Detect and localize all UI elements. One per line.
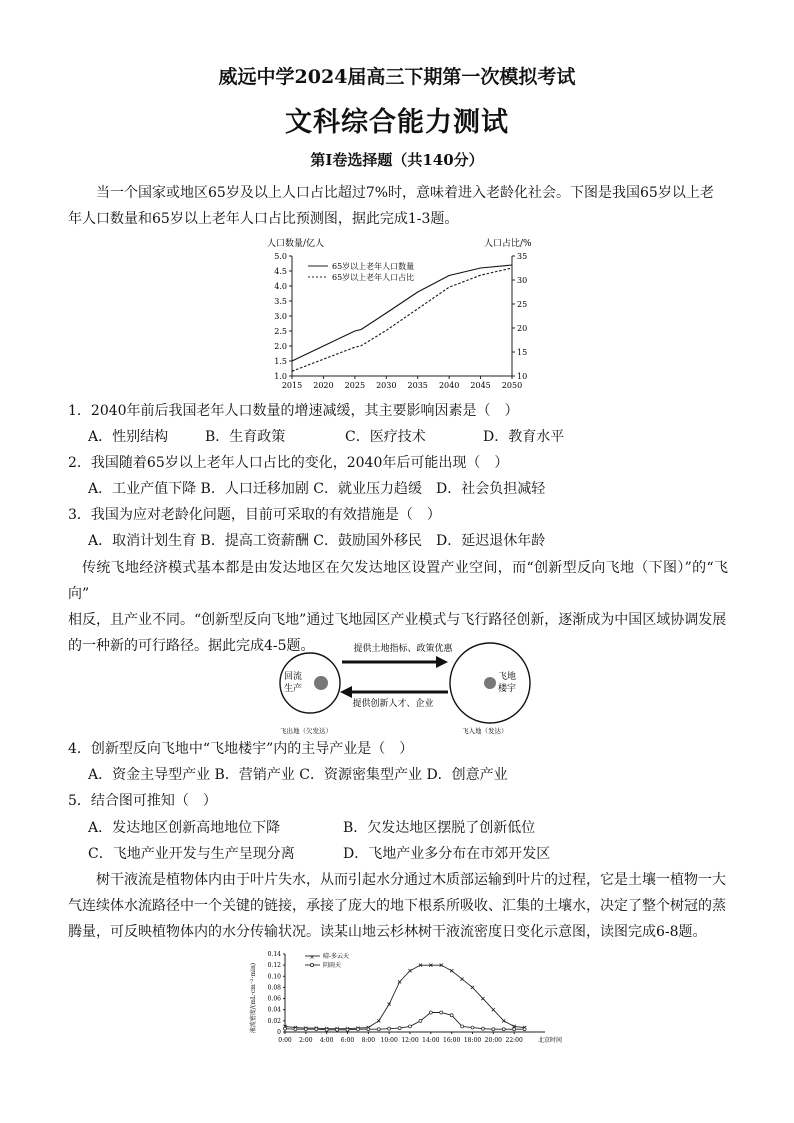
x-axis-tick-label: 6:00 (340, 1037, 355, 1044)
x-axis-label: 北京时间 (537, 1037, 563, 1044)
legend-item-count: 65岁以上老年人口数量 (332, 262, 415, 271)
x-axis-tick-label: 16:00 (443, 1037, 461, 1044)
arrow-top-label: 提供土地指标、政策优惠 (353, 644, 453, 654)
x-axis-tick-label: 2050 (501, 381, 523, 390)
destination-label-line-2: 楼宇 (498, 684, 517, 694)
x-axis-tick-label: 8:00 (361, 1037, 376, 1044)
x-axis-tick-label: 20:00 (484, 1037, 502, 1044)
y-axis-tick-label: 0 (277, 1029, 281, 1036)
x-axis-tick-label: 2:00 (299, 1037, 313, 1044)
rainy-point (367, 1028, 370, 1031)
y-axis-tick-label: 0.08 (267, 984, 281, 992)
sunny-point (398, 980, 401, 983)
right-axis-tick-label: 30 (517, 276, 528, 285)
x-axis-tick-label: 0:00 (278, 1037, 292, 1044)
legend-sunny-label: 晴-多云天 (323, 953, 350, 960)
intro-2-line-3: 的一种新的可行路径。据此完成4-5题。 (68, 638, 315, 654)
school-exam-title: 威远中学2024届高三下期第一次模拟考试 (218, 66, 576, 88)
sunny-point (502, 1019, 505, 1022)
x-axis-tick-label: 2030 (376, 381, 397, 390)
arrow-head-left (340, 686, 352, 698)
question-2-stem: 2．我国随着65岁以上老年人口占比的变化，2040年后可能出现（ ） (68, 455, 509, 471)
question-3-stem: 3．我国为应对老龄化问题，目前可采取的有效措施是（ ） (68, 507, 441, 523)
left-axis-tick-label: 3.5 (274, 297, 287, 306)
rainy-point (356, 1028, 359, 1031)
series-line-rainy (285, 1013, 525, 1030)
right-axis-tick-label: 35 (517, 252, 528, 261)
section-title: 第Ⅰ卷选择题（共140分） (310, 151, 484, 169)
intro-1-line-1: 当一个国家或地区65岁及以上人口占比超过7%时，意味着进入老龄化社会。下图是我国65岁以上老 (96, 185, 714, 201)
y-axis-tick-label: 0.04 (267, 1006, 281, 1014)
x-axis-tick-label: 10:00 (380, 1037, 398, 1044)
intro-3-line-2: 气连续体水流路径中一个关键的链接，承接了庞大的地下根系所吸收、汇集的土壤水，决定了整个树冠的蒸 (68, 898, 726, 914)
x-axis-tick-label: 4:00 (319, 1037, 334, 1044)
rainy-point (471, 1026, 474, 1029)
right-axis-tick-label: 15 (517, 348, 528, 357)
question-4-options: A．资金主导型产业 B．营销产业 C．资源密集型产业 D．创意产业 (88, 767, 508, 783)
question-5-stem: 5．结合图可推知（ ） (68, 793, 217, 809)
x-axis-tick-label: 2040 (438, 381, 460, 390)
question-1-option-b: B．生育政策 (205, 429, 286, 445)
intro-1 (68, 180, 728, 232)
series-line-sunny (285, 965, 525, 1029)
left-axis-tick-label: 3.0 (274, 312, 287, 321)
rainy-point (492, 1028, 495, 1031)
x-axis-tick-label: 2025 (344, 381, 366, 390)
question-1-option-d: D．教育水平 (483, 429, 565, 445)
rainy-point (419, 1019, 422, 1022)
sunny-point (388, 1003, 391, 1006)
left-axis-tick-label: 1.5 (274, 357, 287, 366)
sunny-point (377, 1019, 380, 1022)
y-axis-tick-label: 0.10 (267, 973, 281, 981)
intro-3 (68, 867, 728, 945)
intro-2-line-2: 相反，且产业不同。“创新型反向飞地”通过飞地园区产业模式与飞行路径创新，逐渐成为中国区域协调发展 (68, 612, 727, 628)
legend-rainy-marker (310, 963, 313, 966)
x-axis-tick-label: 2035 (407, 381, 428, 390)
x-axis-tick-label: 2015 (281, 381, 303, 390)
right-axis-tick-label: 20 (517, 324, 528, 333)
question-2-options: A．工业产值下降 B．人口迁移加剧 C．就业压力趋缓 D．社会负担减轻 (88, 481, 546, 497)
left-axis-label: 人口数量/亿人 (267, 239, 325, 249)
arrow-head-right (436, 656, 448, 668)
rainy-point (346, 1028, 349, 1031)
rainy-point (409, 1025, 412, 1028)
x-axis-tick-label: 22:00 (505, 1037, 523, 1044)
rainy-point (523, 1028, 526, 1031)
destination-caption: 飞入地（发达） (462, 727, 508, 735)
rainy-point (513, 1028, 516, 1031)
left-axis-tick-label: 1.0 (274, 372, 287, 381)
origin-caption: 飞出地（欠发达） (280, 727, 332, 735)
intro-3-line-3: 腾量，可反映植物体内的水分传输状况。读某山地云杉林树干液流密度日变化示意图，读图完成6-8题。 (68, 924, 707, 940)
left-axis-tick-label: 2.5 (274, 327, 287, 336)
right-axis-tick-label: 25 (517, 300, 528, 309)
rainy-point (294, 1028, 297, 1031)
left-axis-tick-label: 4.5 (274, 267, 287, 276)
question-5-option-a: A．发达地区创新高地地位下降 (88, 820, 281, 836)
sunny-point (408, 969, 411, 972)
left-axis-tick-label: 4.0 (274, 282, 287, 291)
rainy-point (388, 1027, 391, 1030)
right-axis-tick-label: 10 (517, 372, 528, 381)
arrow-bottom-label: 提供创新人才、企业 (352, 699, 434, 709)
origin-region-circle (280, 653, 340, 713)
destination-dot (484, 677, 496, 689)
intro-3-line-1: 树干液流是植物体内由于叶片失水，从而引起水分通过木质部运输到叶片的过程，它是土壤一植物一大 (96, 872, 726, 888)
intro-1-line-2: 年人口数量和65岁以上老年人口占比预测图，据此完成1-3题。 (68, 211, 459, 227)
question-3-options: A．取消计划生育 B．提高工资薪酬 C．鼓励国外移民 D．延迟退休年龄 (88, 533, 546, 549)
sunny-point (481, 997, 484, 1000)
rainy-point (440, 1011, 443, 1014)
right-axis-label: 人口占比/% (484, 239, 532, 249)
aging-population-chart (262, 236, 552, 396)
sunny-point (471, 986, 474, 989)
rainy-point (315, 1028, 318, 1031)
rainy-point (481, 1027, 484, 1030)
x-axis-tick-label: 2020 (313, 381, 334, 390)
left-axis-tick-label: 5.0 (274, 252, 287, 261)
y-axis-tick-label: 0.12 (267, 962, 281, 970)
y-axis-label: 液流密度/(mL·cm⁻²·min) (250, 962, 257, 1034)
rainy-point (450, 1014, 453, 1017)
sunny-point (492, 1008, 495, 1011)
question-4-stem: 4．创新型反向飞地中“飞地楼宇”内的主导产业是（ ） (68, 741, 414, 757)
rainy-point (377, 1028, 380, 1031)
x-axis-tick-label: 12:00 (401, 1037, 419, 1044)
rainy-point (461, 1025, 464, 1028)
sunny-point (460, 977, 463, 980)
sap-flow-chart (245, 948, 575, 1048)
question-5-option-d: D．飞地产业多分布在市郊开发区 (343, 846, 551, 862)
legend-item-share: 65岁以上老年人口占比 (332, 273, 415, 282)
intro-2-line-1: 传统飞地经济模式基本都是由发达地区在欠发达地区设置产业空间，而“创新型反向飞地（下图）”的“飞向” (68, 560, 728, 602)
rainy-point (398, 1027, 401, 1030)
rainy-point (304, 1028, 307, 1031)
x-axis-tick-label: 14:00 (422, 1037, 440, 1044)
destination-label-line-1: 飞地 (498, 672, 517, 682)
question-1-option-c: C．医疗技术 (345, 429, 426, 445)
rainy-point (284, 1027, 287, 1030)
origin-label-line-1: 回流 (284, 672, 303, 682)
x-axis-tick-label: 18:00 (463, 1037, 482, 1044)
left-axis-tick-label: 2.0 (274, 342, 287, 351)
question-5-option-c: C．飞地产业开发与生产呈现分离 (88, 846, 295, 862)
question-1-stem: 1．2040年前后我国老年人口数量的增速减缓，其主要影响因素是（ ） (68, 403, 519, 419)
x-axis-tick-label: 2045 (470, 381, 491, 390)
rainy-point (336, 1028, 339, 1031)
reverse-enclave-diagram (268, 636, 538, 738)
origin-dot (314, 676, 328, 690)
question-1-option-a: A．性别结构 (88, 429, 169, 445)
sunny-point (450, 969, 453, 972)
y-axis-tick-label: 0.02 (267, 1017, 281, 1025)
rainy-point (502, 1028, 505, 1031)
exam-title: 文科综合能力测试 (285, 107, 509, 138)
rainy-point (325, 1028, 328, 1031)
y-axis-tick-label: 0.06 (267, 995, 281, 1003)
y-axis-tick-label: 0.14 (267, 951, 281, 958)
legend-sunny-marker: × (309, 954, 315, 961)
legend-rainy-label: 阴雨天 (323, 962, 342, 969)
origin-label-line-2: 生产 (284, 684, 303, 694)
rainy-point (429, 1011, 432, 1014)
question-5-option-b: B．欠发达地区摆脱了创新低位 (343, 820, 536, 836)
series-line-share (292, 268, 512, 371)
